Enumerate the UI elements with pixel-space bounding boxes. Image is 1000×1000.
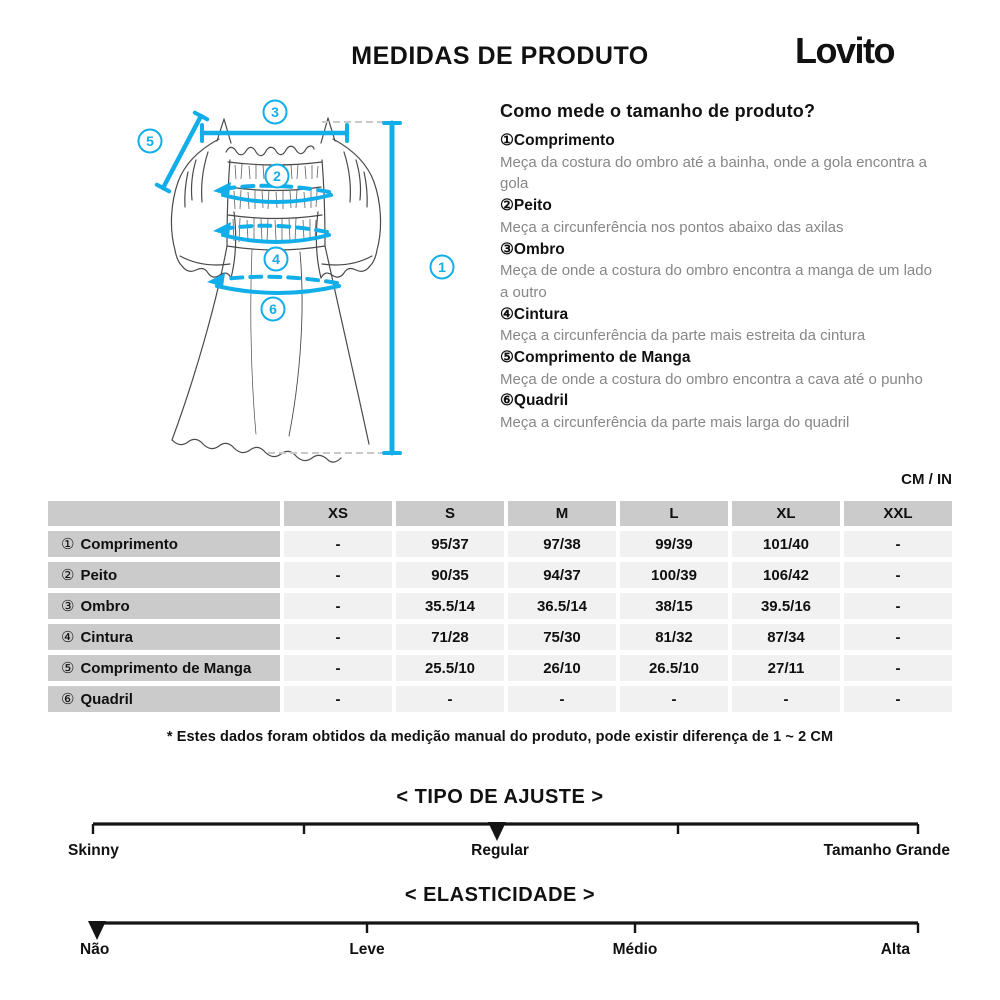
table-cell: - xyxy=(284,686,392,712)
circled-number: ② xyxy=(500,197,514,215)
elasticity-scale-title: < ELASTICIDADE > xyxy=(404,884,596,906)
circled-number: ① xyxy=(500,132,514,149)
table-cell: 100/39 xyxy=(620,562,728,588)
table-corner-cell xyxy=(48,501,280,526)
table-cell: - xyxy=(844,593,952,619)
col-header-m: M xyxy=(508,501,616,526)
row-label-text: Comprimento de Manga xyxy=(80,659,252,677)
row-label xyxy=(48,624,280,650)
table-cell: - xyxy=(844,562,952,588)
badge-length: 1 xyxy=(438,259,446,275)
guide-item-title xyxy=(500,195,932,217)
table-cell: 94/37 xyxy=(508,562,616,588)
guide-heading: Como mede o tamanho de produto? xyxy=(500,101,816,121)
guide-item-name: Peito xyxy=(513,197,552,215)
table-cell: 38/15 xyxy=(620,593,728,619)
table-cell: 99/39 xyxy=(620,531,728,557)
guide-item-title xyxy=(500,239,932,261)
table-cell: - xyxy=(844,531,952,557)
col-header-xs: XS xyxy=(284,501,392,526)
badge-shoulder: 3 xyxy=(271,104,279,120)
guide-item-name: Ombro xyxy=(513,240,565,258)
guide-item-title xyxy=(500,304,932,326)
guide-item-name: Comprimento xyxy=(513,132,615,149)
row-label xyxy=(48,531,280,557)
guide-item-desc: Meça a circunferência da parte mais larga do quadril xyxy=(500,414,850,432)
guide-item-desc: Meça a circunferência da parte mais estreita da cintura xyxy=(500,327,866,345)
fit-scale-axis xyxy=(0,813,1000,845)
table-cell: 27/11 xyxy=(732,655,840,681)
fit-scale-title: < TIPO DE AJUSTE > xyxy=(396,786,604,808)
table-cell: - xyxy=(396,686,504,712)
circled-number: ⑥ xyxy=(61,691,75,708)
guide-item-name: Quadril xyxy=(513,392,569,410)
elasticity-label-medio: Médio xyxy=(612,941,658,958)
table-cell: 87/34 xyxy=(732,624,840,650)
circled-number: ④ xyxy=(61,629,75,646)
row-label-text: Peito xyxy=(80,566,118,584)
circled-number: ④ xyxy=(500,305,514,323)
col-header-xl: XL xyxy=(732,501,840,526)
fit-label-skinny: Skinny xyxy=(68,842,119,859)
table-cell: 81/32 xyxy=(620,624,728,650)
sleeve-measure-line xyxy=(163,116,201,188)
brand-logo: Lovito xyxy=(795,30,894,71)
col-header-xxl: XXL xyxy=(844,501,952,526)
table-cell: 26.5/10 xyxy=(620,655,728,681)
table-cell: 25.5/10 xyxy=(396,655,504,681)
table-cell: 71/28 xyxy=(396,624,504,650)
circled-number: ⑤ xyxy=(61,660,75,677)
table-cell: - xyxy=(508,686,616,712)
table-cell: - xyxy=(284,593,392,619)
table-cell: - xyxy=(620,686,728,712)
size-table xyxy=(48,501,952,712)
guide-item-desc: Meça de onde a costura do ombro encontra a manga de um lado a outro xyxy=(500,262,932,301)
table-cell: 90/35 xyxy=(396,562,504,588)
row-label xyxy=(48,562,280,588)
elasticity-label-leve: Leve xyxy=(349,941,385,958)
table-cell: 75/30 xyxy=(508,624,616,650)
measurement-disclaimer: * Estes dados foram obtidos da medição manual do produto, pode existir diferença de 1 ~ 2 CM xyxy=(166,729,834,745)
table-cell: 106/42 xyxy=(732,562,840,588)
circled-number: ① xyxy=(61,536,75,553)
units-label: CM / IN xyxy=(901,471,952,488)
table-cell: 36.5/14 xyxy=(508,593,616,619)
row-label xyxy=(48,593,280,619)
table-cell: 95/37 xyxy=(396,531,504,557)
guide-item-desc: Meça a circunferência nos pontos abaixo das axilas xyxy=(500,218,844,236)
row-label-text: Ombro xyxy=(80,597,130,615)
table-cell: 101/40 xyxy=(732,531,840,557)
table-cell: - xyxy=(844,624,952,650)
circled-number: ③ xyxy=(500,240,514,258)
dress-measurement-diagram xyxy=(118,95,466,470)
table-cell: - xyxy=(284,624,392,650)
row-label-text: Cintura xyxy=(80,628,133,646)
circled-number: ② xyxy=(61,567,75,584)
row-label xyxy=(48,655,280,681)
guide-item-title xyxy=(500,347,932,369)
table-cell: - xyxy=(732,686,840,712)
table-cell: - xyxy=(284,562,392,588)
circled-number: ⑤ xyxy=(500,349,514,367)
row-label-text: Quadril xyxy=(80,690,133,708)
table-cell: - xyxy=(844,686,952,712)
fit-label-regular: Regular xyxy=(471,842,529,859)
table-cell: 97/38 xyxy=(508,531,616,557)
guide-item-title xyxy=(500,390,932,412)
fit-marker-icon xyxy=(488,822,506,841)
table-cell: 26/10 xyxy=(508,655,616,681)
table-cell: - xyxy=(844,655,952,681)
circled-number: ③ xyxy=(61,598,75,615)
col-header-s: S xyxy=(396,501,504,526)
page-title: MEDIDAS DE PRODUTO xyxy=(351,42,649,70)
guide-item-desc: Meça da costura do ombro até a bainha, onde a gola encontra a gola xyxy=(500,153,927,193)
badge-hip: 6 xyxy=(269,301,277,317)
row-label-text: Comprimento xyxy=(80,535,178,553)
elasticity-scale-axis xyxy=(0,912,1000,944)
table-cell: 35.5/14 xyxy=(396,593,504,619)
elasticity-marker-icon xyxy=(88,921,106,940)
chest-measure-ellipse xyxy=(223,195,331,202)
circled-number: ⑥ xyxy=(500,392,514,410)
guide-item-title xyxy=(500,130,932,152)
elasticity-label-nao: Não xyxy=(80,941,110,958)
hip-measure-ellipse xyxy=(217,286,339,293)
measuring-guide xyxy=(500,101,932,434)
badge-sleeve: 5 xyxy=(146,133,154,149)
table-cell: - xyxy=(284,655,392,681)
table-cell: - xyxy=(284,531,392,557)
badge-chest: 2 xyxy=(273,168,281,184)
table-cell: 39.5/16 xyxy=(732,593,840,619)
guide-item-name: Cintura xyxy=(513,305,569,323)
fit-label-tamanho-grande: Tamanho Grande xyxy=(823,842,950,859)
guide-item-name: Comprimento de Manga xyxy=(513,349,691,367)
guide-item-desc: Meça de onde a costura do ombro encontra a cava até o punho xyxy=(500,370,923,388)
row-label xyxy=(48,686,280,712)
elasticity-label-alta: Alta xyxy=(880,941,910,958)
badge-waist: 4 xyxy=(272,251,280,267)
col-header-l: L xyxy=(620,501,728,526)
